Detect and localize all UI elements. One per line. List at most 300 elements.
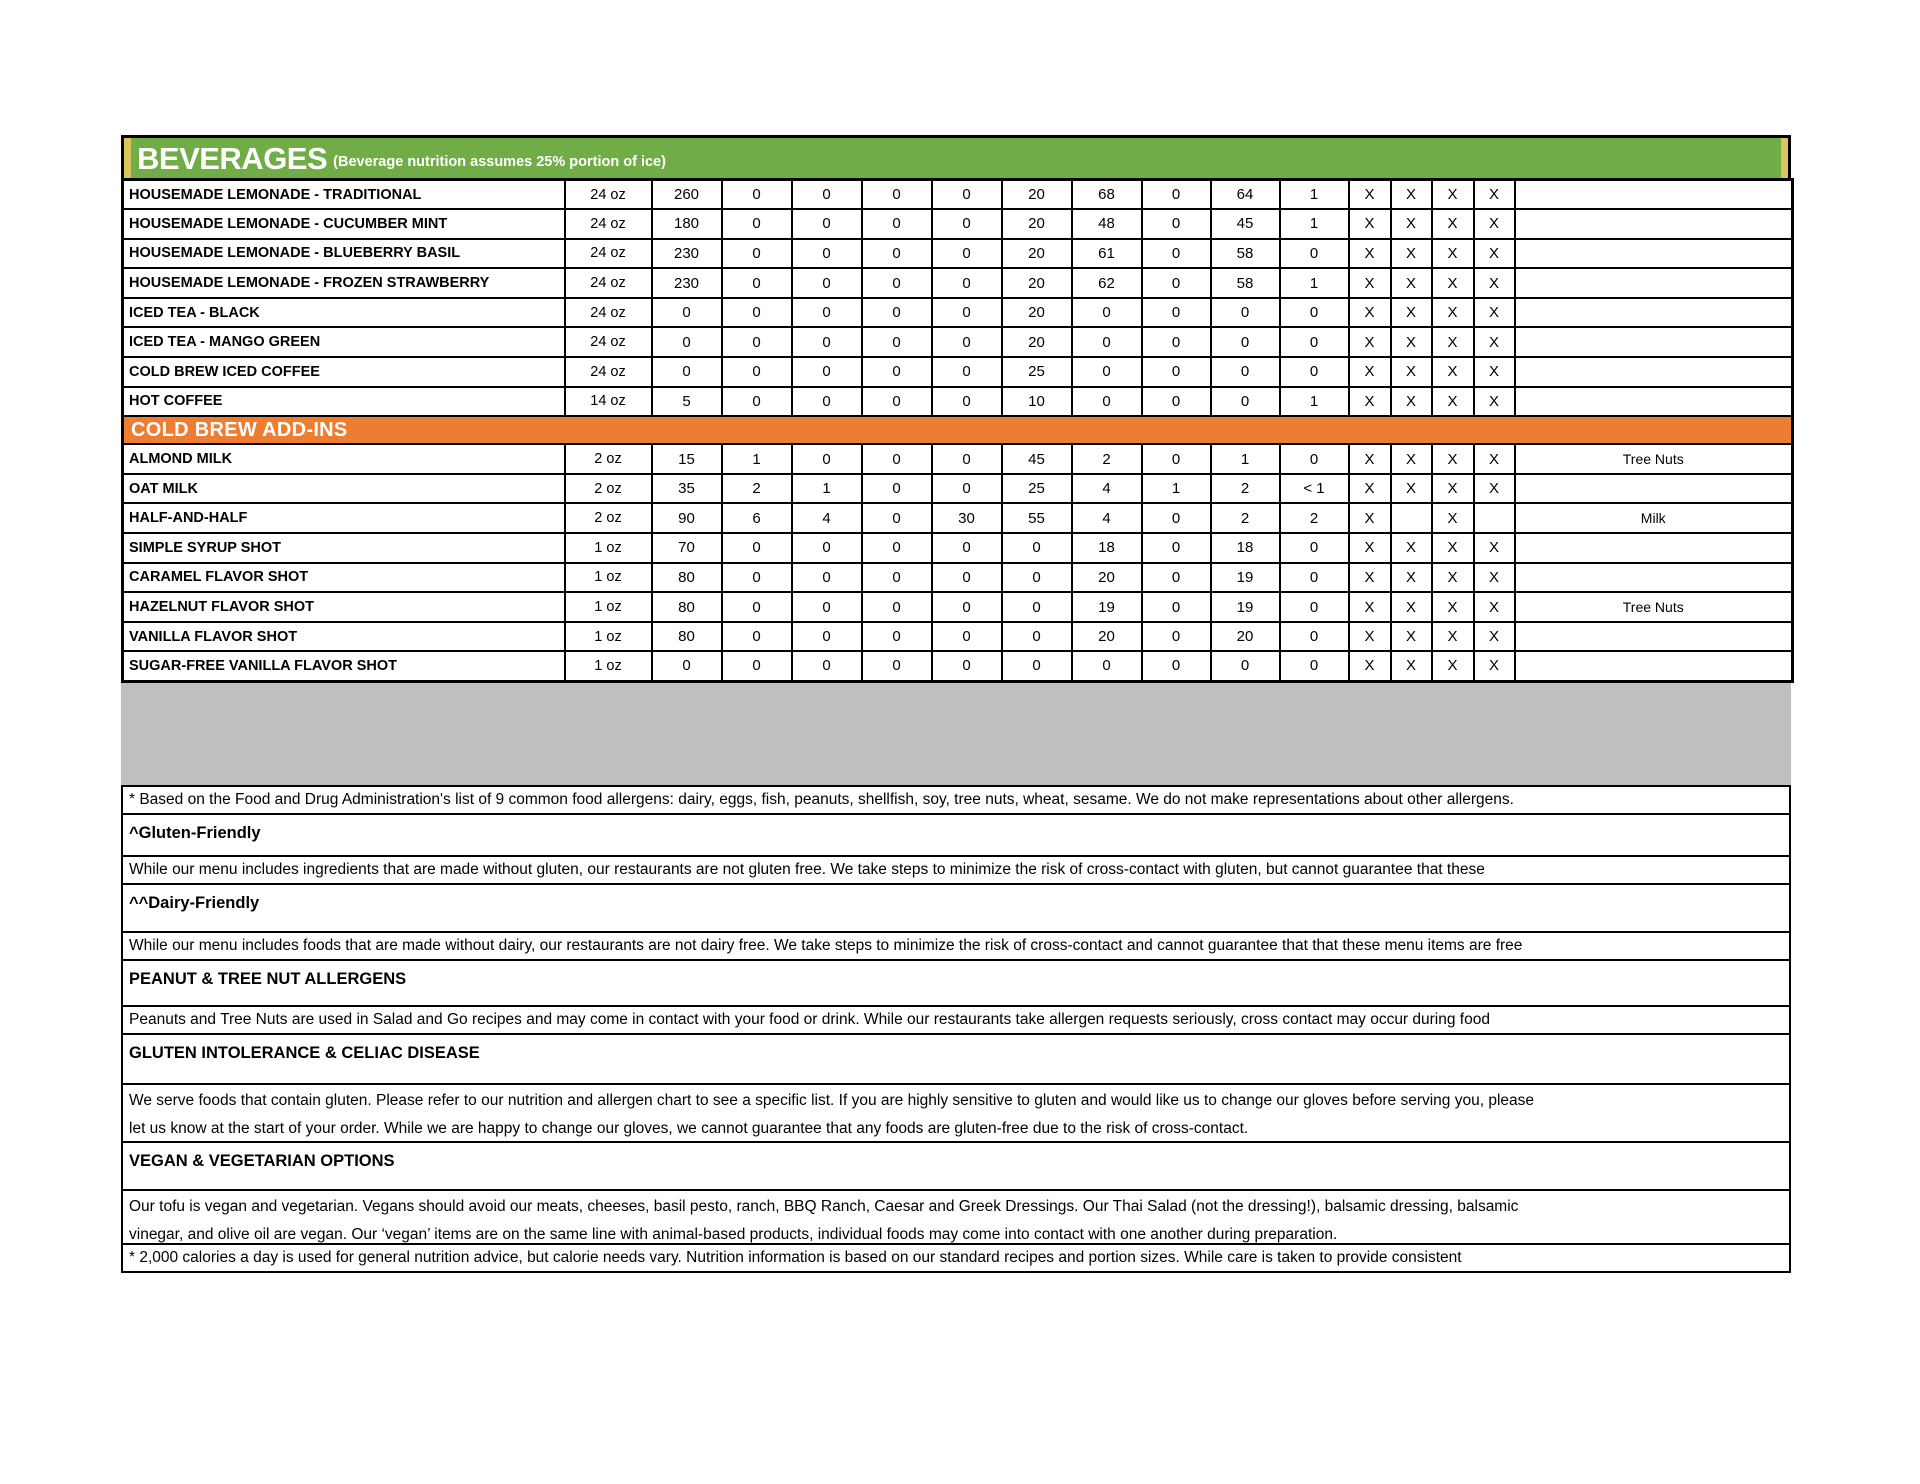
nutrition-value-cell: 0 xyxy=(1280,298,1349,328)
nutrition-value-cell: 70 xyxy=(652,533,722,563)
nutrition-value-cell: 20 xyxy=(1072,622,1142,652)
nutrition-value-cell: 0 xyxy=(722,533,792,563)
nutrition-value-cell: 80 xyxy=(652,622,722,652)
nutrition-value-cell: 0 xyxy=(1280,563,1349,593)
table-row xyxy=(123,387,1793,417)
nutrition-value-cell: 0 xyxy=(862,503,932,533)
serving-size-cell: 24 oz xyxy=(565,298,652,328)
allergen-mark-cell: X xyxy=(1432,651,1474,681)
nutrition-value-cell: 0 xyxy=(792,357,862,387)
nutrition-value-cell: 0 xyxy=(1072,651,1142,681)
beverages-section-header xyxy=(121,135,1791,178)
nutrition-value-cell: 20 xyxy=(1002,268,1072,298)
nutrition-value-cell: 0 xyxy=(932,387,1002,417)
table-row xyxy=(123,503,1793,533)
allergen-note-cell xyxy=(1515,239,1793,269)
nutrition-value-cell: 0 xyxy=(862,387,932,417)
nutrition-value-cell: 0 xyxy=(1142,503,1211,533)
serving-size-cell: 1 oz xyxy=(565,592,652,622)
serving-size-cell: 1 oz xyxy=(565,622,652,652)
allergen-mark-cell: X xyxy=(1349,444,1391,474)
serving-size-cell: 2 oz xyxy=(565,503,652,533)
footnote-line: VEGAN & VEGETARIAN OPTIONS xyxy=(129,1151,395,1170)
footnote-heading xyxy=(121,959,1791,1007)
item-name-cell: COLD BREW ICED COFFEE xyxy=(123,357,565,387)
nutrition-value-cell: 0 xyxy=(862,474,932,504)
nutrition-value-cell: 0 xyxy=(932,533,1002,563)
nutrition-value-cell: 0 xyxy=(792,209,862,239)
footnote-heading xyxy=(121,1033,1791,1085)
serving-size-cell: 1 oz xyxy=(565,563,652,593)
allergen-mark-cell: X xyxy=(1474,444,1515,474)
item-name-cell: OAT MILK xyxy=(123,474,565,504)
nutrition-value-cell: 55 xyxy=(1002,503,1072,533)
table-row xyxy=(123,357,1793,387)
nutrition-value-cell: 1 xyxy=(1280,180,1349,210)
nutrition-value-cell: 0 xyxy=(1211,298,1280,328)
nutrition-value-cell: 0 xyxy=(932,563,1002,593)
nutrition-value-cell: 0 xyxy=(1142,357,1211,387)
table-row xyxy=(123,592,1793,622)
table-row xyxy=(123,298,1793,328)
nutrition-value-cell: 1 xyxy=(1211,444,1280,474)
item-name-cell: HOUSEMADE LEMONADE - BLUEBERRY BASIL xyxy=(123,239,565,269)
allergen-mark-cell: X xyxy=(1349,563,1391,593)
serving-size-cell: 1 oz xyxy=(565,651,652,681)
nutrition-value-cell: 0 xyxy=(862,622,932,652)
footnote-line: let us know at the start of your order. While we are happy to change our gloves, we cannot guarantee that any foods are gluten-free due to the risk of cross-contact. xyxy=(129,1119,1249,1137)
table-row xyxy=(123,651,1793,681)
footnote-line: Peanuts and Tree Nuts are used in Salad and Go recipes and may come in contact with your food or drink. While our restaurants take allergen requests seriously, cross contact may occur during food xyxy=(129,1010,1490,1028)
footnote-text xyxy=(121,1243,1791,1273)
nutrition-value-cell: < 1 xyxy=(1280,474,1349,504)
nutrition-value-cell: 0 xyxy=(1142,651,1211,681)
footnote-line: While our menu includes ingredients that are made without gluten, our restaurants are not gluten free. We take steps to minimize the risk of cross-contact with gluten, but cannot guarantee that these xyxy=(129,860,1485,878)
item-name-cell: ALMOND MILK xyxy=(123,444,565,474)
allergen-mark-cell: X xyxy=(1474,651,1515,681)
nutrition-value-cell: 18 xyxy=(1211,533,1280,563)
nutrition-value-cell: 19 xyxy=(1072,592,1142,622)
nutrition-value-cell: 4 xyxy=(1072,503,1142,533)
allergen-note-cell xyxy=(1515,622,1793,652)
nutrition-value-cell: 0 xyxy=(792,444,862,474)
nutrition-value-cell: 0 xyxy=(792,651,862,681)
nutrition-value-cell: 0 xyxy=(722,268,792,298)
nutrition-value-cell: 0 xyxy=(722,239,792,269)
footnote-line: We serve foods that contain gluten. Please refer to our nutrition and allergen chart to see a specific list. If you are highly sensitive to gluten and would like us to change our gloves before serving you, please xyxy=(129,1091,1535,1109)
footnote-text xyxy=(121,855,1791,885)
allergen-mark-cell: X xyxy=(1391,180,1432,210)
cold-brew-add-ins-label: COLD BREW ADD-INS xyxy=(131,418,348,441)
allergen-mark-cell: X xyxy=(1432,563,1474,593)
footnote-line: ^Gluten-Friendly xyxy=(129,823,261,842)
allergen-mark-cell: X xyxy=(1349,327,1391,357)
allergen-mark-cell: X xyxy=(1349,651,1391,681)
nutrition-value-cell: 230 xyxy=(652,239,722,269)
nutrition-value-cell: 5 xyxy=(652,387,722,417)
nutrition-value-cell: 0 xyxy=(652,357,722,387)
nutrition-value-cell: 62 xyxy=(1072,268,1142,298)
nutrition-value-cell: 20 xyxy=(1002,209,1072,239)
allergen-mark-cell: X xyxy=(1474,357,1515,387)
item-name-cell: ICED TEA - BLACK xyxy=(123,298,565,328)
nutrition-value-cell: 0 xyxy=(1142,622,1211,652)
nutrition-value-cell: 20 xyxy=(1002,180,1072,210)
nutrition-value-cell: 0 xyxy=(792,533,862,563)
allergen-mark-cell: X xyxy=(1349,357,1391,387)
nutrition-value-cell: 1 xyxy=(1280,209,1349,239)
nutrition-value-cell: 0 xyxy=(932,239,1002,269)
nutrition-value-cell: 1 xyxy=(792,474,862,504)
nutrition-value-cell: 0 xyxy=(862,357,932,387)
allergen-mark-cell: X xyxy=(1349,474,1391,504)
allergen-mark-cell: X xyxy=(1349,209,1391,239)
allergen-mark-cell: X xyxy=(1391,592,1432,622)
footnote-text xyxy=(121,931,1791,961)
footnote-heading xyxy=(121,813,1791,857)
allergen-mark-cell: X xyxy=(1432,268,1474,298)
allergen-mark-cell: X xyxy=(1391,268,1432,298)
footnote-line: PEANUT & TREE NUT ALLERGENS xyxy=(129,969,407,988)
nutrition-value-cell: 0 xyxy=(932,209,1002,239)
nutrition-value-cell: 0 xyxy=(722,622,792,652)
nutrition-value-cell: 0 xyxy=(862,563,932,593)
nutrition-value-cell: 0 xyxy=(1142,239,1211,269)
allergen-mark-cell: X xyxy=(1349,239,1391,269)
allergen-note-cell xyxy=(1515,387,1793,417)
nutrition-value-cell: 45 xyxy=(1211,209,1280,239)
allergen-mark-cell: X xyxy=(1474,180,1515,210)
allergen-mark-cell: X xyxy=(1432,387,1474,417)
allergen-mark-cell: X xyxy=(1391,327,1432,357)
nutrition-value-cell: 0 xyxy=(1211,651,1280,681)
nutrition-value-cell: 0 xyxy=(792,239,862,269)
serving-size-cell: 24 oz xyxy=(565,180,652,210)
allergen-mark-cell: X xyxy=(1432,209,1474,239)
table-row xyxy=(123,533,1793,563)
allergen-note-cell xyxy=(1515,180,1793,210)
nutrition-value-cell: 68 xyxy=(1072,180,1142,210)
nutrition-value-cell: 0 xyxy=(1002,622,1072,652)
allergen-note-cell: Milk xyxy=(1515,503,1793,533)
nutrition-value-cell: 0 xyxy=(722,387,792,417)
nutrition-value-cell: 64 xyxy=(1211,180,1280,210)
nutrition-value-cell: 0 xyxy=(932,357,1002,387)
nutrition-value-cell: 45 xyxy=(1002,444,1072,474)
nutrition-value-cell: 0 xyxy=(1280,444,1349,474)
allergen-mark-cell: X xyxy=(1474,387,1515,417)
item-name-cell: HOUSEMADE LEMONADE - CUCUMBER MINT xyxy=(123,209,565,239)
nutrition-value-cell: 2 xyxy=(1211,503,1280,533)
allergen-mark-cell: X xyxy=(1474,592,1515,622)
allergen-mark-cell: X xyxy=(1474,622,1515,652)
allergen-note-cell xyxy=(1515,298,1793,328)
nutrition-value-cell: 0 xyxy=(932,592,1002,622)
allergen-note-cell xyxy=(1515,563,1793,593)
allergen-mark-cell: X xyxy=(1349,622,1391,652)
allergen-note-cell xyxy=(1515,474,1793,504)
nutrition-value-cell: 30 xyxy=(932,503,1002,533)
nutrition-value-cell: 0 xyxy=(1280,533,1349,563)
nutrition-value-cell: 0 xyxy=(1002,563,1072,593)
nutrition-value-cell: 20 xyxy=(1002,298,1072,328)
nutrition-value-cell: 0 xyxy=(792,327,862,357)
nutrition-value-cell: 0 xyxy=(792,387,862,417)
nutrition-value-cell: 0 xyxy=(1142,592,1211,622)
allergen-mark-cell: X xyxy=(1474,533,1515,563)
allergen-mark-cell: X xyxy=(1432,533,1474,563)
nutrition-value-cell: 35 xyxy=(652,474,722,504)
nutrition-value-cell: 19 xyxy=(1211,563,1280,593)
allergen-mark-cell xyxy=(1391,503,1432,533)
nutrition-value-cell: 48 xyxy=(1072,209,1142,239)
item-name-cell: HAZELNUT FLAVOR SHOT xyxy=(123,592,565,622)
table-row xyxy=(123,563,1793,593)
nutrition-value-cell: 0 xyxy=(1211,327,1280,357)
footnote-line: vinegar, and olive oil are vegan. Our ‘vegan’ items are on the same line with animal-based products, individual foods may come into contact with one another during preparation. xyxy=(129,1225,1338,1243)
nutrition-value-cell: 0 xyxy=(792,268,862,298)
nutrition-value-cell: 0 xyxy=(1072,298,1142,328)
nutrition-value-cell: 2 xyxy=(1280,503,1349,533)
table-row xyxy=(123,180,1793,210)
nutrition-value-cell: 19 xyxy=(1211,592,1280,622)
nutrition-value-cell: 0 xyxy=(1142,327,1211,357)
allergen-mark-cell: X xyxy=(1432,503,1474,533)
section-title: BEVERAGES xyxy=(137,140,328,176)
nutrition-value-cell: 0 xyxy=(792,592,862,622)
item-name-cell: ICED TEA - MANGO GREEN xyxy=(123,327,565,357)
footnote-line: GLUTEN INTOLERANCE & CELIAC DISEASE xyxy=(129,1043,480,1062)
nutrition-value-cell: 0 xyxy=(792,563,862,593)
nutrition-value-cell: 0 xyxy=(792,622,862,652)
serving-size-cell: 24 oz xyxy=(565,327,652,357)
allergen-mark-cell: X xyxy=(1432,357,1474,387)
allergen-mark-cell: X xyxy=(1432,180,1474,210)
nutrition-value-cell: 180 xyxy=(652,209,722,239)
nutrition-value-cell: 0 xyxy=(862,298,932,328)
nutrition-value-cell: 0 xyxy=(722,327,792,357)
item-name-cell: CARAMEL FLAVOR SHOT xyxy=(123,563,565,593)
table-row xyxy=(123,474,1793,504)
nutrition-value-cell: 0 xyxy=(1142,180,1211,210)
allergen-mark-cell: X xyxy=(1474,209,1515,239)
nutrition-value-cell: 80 xyxy=(652,592,722,622)
footnote-line: * 2,000 calories a day is used for general nutrition advice, but calorie needs vary. Nutrition information is based on our standard recipes and portion sizes. While care is taken to provide consistent xyxy=(129,1248,1462,1266)
allergen-mark-cell: X xyxy=(1391,298,1432,328)
footnote-line: Our tofu is vegan and vegetarian. Vegans should avoid our meats, cheeses, basil pesto, ranch, BBQ Ranch, Caesar and Greek Dressings. Our Thai Salad (not the dressing!), balsamic dressing, balsamic xyxy=(129,1197,1519,1215)
item-name-cell: HOT COFFEE xyxy=(123,387,565,417)
allergen-mark-cell: X xyxy=(1432,444,1474,474)
allergen-note-cell xyxy=(1515,357,1793,387)
nutrition-value-cell: 20 xyxy=(1211,622,1280,652)
nutrition-value-cell: 0 xyxy=(722,357,792,387)
nutrition-value-cell: 0 xyxy=(792,298,862,328)
allergen-mark-cell: X xyxy=(1349,503,1391,533)
allergen-note-cell: Tree Nuts xyxy=(1515,592,1793,622)
item-name-cell: HOUSEMADE LEMONADE - TRADITIONAL xyxy=(123,180,565,210)
nutrition-value-cell: 0 xyxy=(862,268,932,298)
allergen-note-cell: Tree Nuts xyxy=(1515,444,1793,474)
cold-brew-add-ins-header-row xyxy=(123,416,1793,444)
nutrition-value-cell: 0 xyxy=(862,180,932,210)
allergen-mark-cell: X xyxy=(1474,239,1515,269)
nutrition-value-cell: 0 xyxy=(1142,387,1211,417)
allergen-mark-cell: X xyxy=(1391,651,1432,681)
allergen-mark-cell: X xyxy=(1349,533,1391,563)
allergen-note-cell xyxy=(1515,268,1793,298)
serving-size-cell: 24 oz xyxy=(565,239,652,269)
footnote-line: ^^Dairy-Friendly xyxy=(129,893,260,912)
allergen-mark-cell: X xyxy=(1432,474,1474,504)
section-subtitle: (Beverage nutrition assumes 25% portion of ice) xyxy=(333,153,666,170)
nutrition-value-cell: 1 xyxy=(1280,268,1349,298)
table-row xyxy=(123,239,1793,269)
nutrition-value-cell: 2 xyxy=(1072,444,1142,474)
table-row xyxy=(123,209,1793,239)
nutrition-sheet xyxy=(121,135,1791,1273)
nutrition-value-cell: 0 xyxy=(932,444,1002,474)
nutrition-value-cell: 0 xyxy=(652,298,722,328)
nutrition-value-cell: 0 xyxy=(1280,651,1349,681)
nutrition-value-cell: 1 xyxy=(722,444,792,474)
allergen-mark-cell: X xyxy=(1432,239,1474,269)
nutrition-value-cell: 0 xyxy=(862,209,932,239)
allergen-mark-cell: X xyxy=(1349,592,1391,622)
allergen-mark-cell: X xyxy=(1474,298,1515,328)
allergen-mark-cell xyxy=(1474,503,1515,533)
nutrition-value-cell: 0 xyxy=(1142,209,1211,239)
footnote-line: * Based on the Food and Drug Administration's list of 9 common food allergens: dairy, eggs, fish, peanuts, shellfish, soy, tree nuts, wheat, sesame. We do not make representations about other allergens. xyxy=(129,790,1514,808)
nutrition-value-cell: 0 xyxy=(1211,357,1280,387)
serving-size-cell: 1 oz xyxy=(565,533,652,563)
nutrition-value-cell: 0 xyxy=(1002,592,1072,622)
allergen-mark-cell: X xyxy=(1474,563,1515,593)
nutrition-value-cell: 61 xyxy=(1072,239,1142,269)
nutrition-table xyxy=(121,178,1794,683)
table-row xyxy=(123,327,1793,357)
item-name-cell: HOUSEMADE LEMONADE - FROZEN STRAWBERRY xyxy=(123,268,565,298)
nutrition-value-cell: 80 xyxy=(652,563,722,593)
nutrition-value-cell: 0 xyxy=(932,180,1002,210)
allergen-mark-cell: X xyxy=(1391,239,1432,269)
nutrition-value-cell: 10 xyxy=(1002,387,1072,417)
allergen-mark-cell: X xyxy=(1391,533,1432,563)
nutrition-value-cell: 0 xyxy=(1142,444,1211,474)
nutrition-value-cell: 58 xyxy=(1211,268,1280,298)
nutrition-value-cell: 0 xyxy=(722,651,792,681)
nutrition-value-cell: 90 xyxy=(652,503,722,533)
allergen-note-cell xyxy=(1515,209,1793,239)
serving-size-cell: 24 oz xyxy=(565,209,652,239)
footnote-text xyxy=(121,1083,1791,1143)
allergen-mark-cell: X xyxy=(1474,327,1515,357)
nutrition-value-cell: 2 xyxy=(1211,474,1280,504)
allergen-mark-cell: X xyxy=(1391,357,1432,387)
nutrition-value-cell: 0 xyxy=(932,268,1002,298)
nutrition-value-cell: 20 xyxy=(1002,327,1072,357)
footnote-heading xyxy=(121,883,1791,933)
nutrition-value-cell: 0 xyxy=(1142,533,1211,563)
allergen-mark-cell: X xyxy=(1391,622,1432,652)
nutrition-value-cell: 18 xyxy=(1072,533,1142,563)
nutrition-value-cell: 0 xyxy=(862,327,932,357)
nutrition-value-cell: 0 xyxy=(1280,327,1349,357)
nutrition-value-cell: 0 xyxy=(932,651,1002,681)
allergen-mark-cell: X xyxy=(1432,298,1474,328)
allergen-mark-cell: X xyxy=(1432,622,1474,652)
table-row xyxy=(123,622,1793,652)
nutrition-value-cell: 0 xyxy=(1072,357,1142,387)
table-row xyxy=(123,268,1793,298)
nutrition-value-cell: 20 xyxy=(1002,239,1072,269)
nutrition-value-cell: 0 xyxy=(862,592,932,622)
allergen-mark-cell: X xyxy=(1349,268,1391,298)
allergen-mark-cell: X xyxy=(1474,474,1515,504)
nutrition-value-cell: 0 xyxy=(1280,592,1349,622)
nutrition-value-cell: 0 xyxy=(932,622,1002,652)
serving-size-cell: 2 oz xyxy=(565,474,652,504)
nutrition-value-cell: 0 xyxy=(1142,563,1211,593)
serving-size-cell: 14 oz xyxy=(565,387,652,417)
nutrition-value-cell: 0 xyxy=(722,563,792,593)
header-accent-stripe-right xyxy=(1781,138,1788,178)
nutrition-value-cell: 0 xyxy=(1280,622,1349,652)
item-name-cell: VANILLA FLAVOR SHOT xyxy=(123,622,565,652)
nutrition-value-cell: 1 xyxy=(1280,387,1349,417)
footnote-heading xyxy=(121,1141,1791,1191)
allergen-mark-cell: X xyxy=(1349,298,1391,328)
item-name-cell: SUGAR-FREE VANILLA FLAVOR SHOT xyxy=(123,651,565,681)
serving-size-cell: 2 oz xyxy=(565,444,652,474)
nutrition-value-cell: 0 xyxy=(1142,268,1211,298)
nutrition-value-cell: 0 xyxy=(1072,327,1142,357)
serving-size-cell: 24 oz xyxy=(565,357,652,387)
allergen-mark-cell: X xyxy=(1391,209,1432,239)
nutrition-value-cell: 0 xyxy=(722,298,792,328)
nutrition-value-cell: 0 xyxy=(932,474,1002,504)
nutrition-value-cell: 0 xyxy=(862,444,932,474)
nutrition-value-cell: 0 xyxy=(1072,387,1142,417)
footnote-text xyxy=(121,785,1791,815)
nutrition-value-cell: 0 xyxy=(862,239,932,269)
table-row xyxy=(123,444,1793,474)
allergen-mark-cell: X xyxy=(1474,268,1515,298)
nutrition-value-cell: 230 xyxy=(652,268,722,298)
header-accent-stripe-left xyxy=(124,138,131,178)
allergen-mark-cell: X xyxy=(1349,387,1391,417)
nutrition-value-cell: 0 xyxy=(862,651,932,681)
nutrition-value-cell: 6 xyxy=(722,503,792,533)
allergen-mark-cell: X xyxy=(1391,474,1432,504)
nutrition-value-cell: 4 xyxy=(792,503,862,533)
cold-brew-add-ins-header-cell xyxy=(123,416,1793,444)
nutrition-value-cell: 0 xyxy=(652,327,722,357)
nutrition-value-cell: 0 xyxy=(652,651,722,681)
nutrition-value-cell: 0 xyxy=(932,298,1002,328)
allergen-note-cell xyxy=(1515,533,1793,563)
nutrition-value-cell: 25 xyxy=(1002,357,1072,387)
footnote-line: While our menu includes foods that are made without dairy, our restaurants are not dairy free. We take steps to minimize the risk of cross-contact and cannot guarantee that that these menu items are free xyxy=(129,936,1523,954)
allergen-mark-cell: X xyxy=(1391,444,1432,474)
item-name-cell: HALF-AND-HALF xyxy=(123,503,565,533)
nutrition-value-cell: 0 xyxy=(1002,533,1072,563)
nutrition-value-cell: 0 xyxy=(1280,357,1349,387)
footnote-text xyxy=(121,1005,1791,1035)
nutrition-value-cell: 0 xyxy=(1211,387,1280,417)
allergen-mark-cell: X xyxy=(1432,327,1474,357)
serving-size-cell: 24 oz xyxy=(565,268,652,298)
nutrition-value-cell: 0 xyxy=(722,209,792,239)
